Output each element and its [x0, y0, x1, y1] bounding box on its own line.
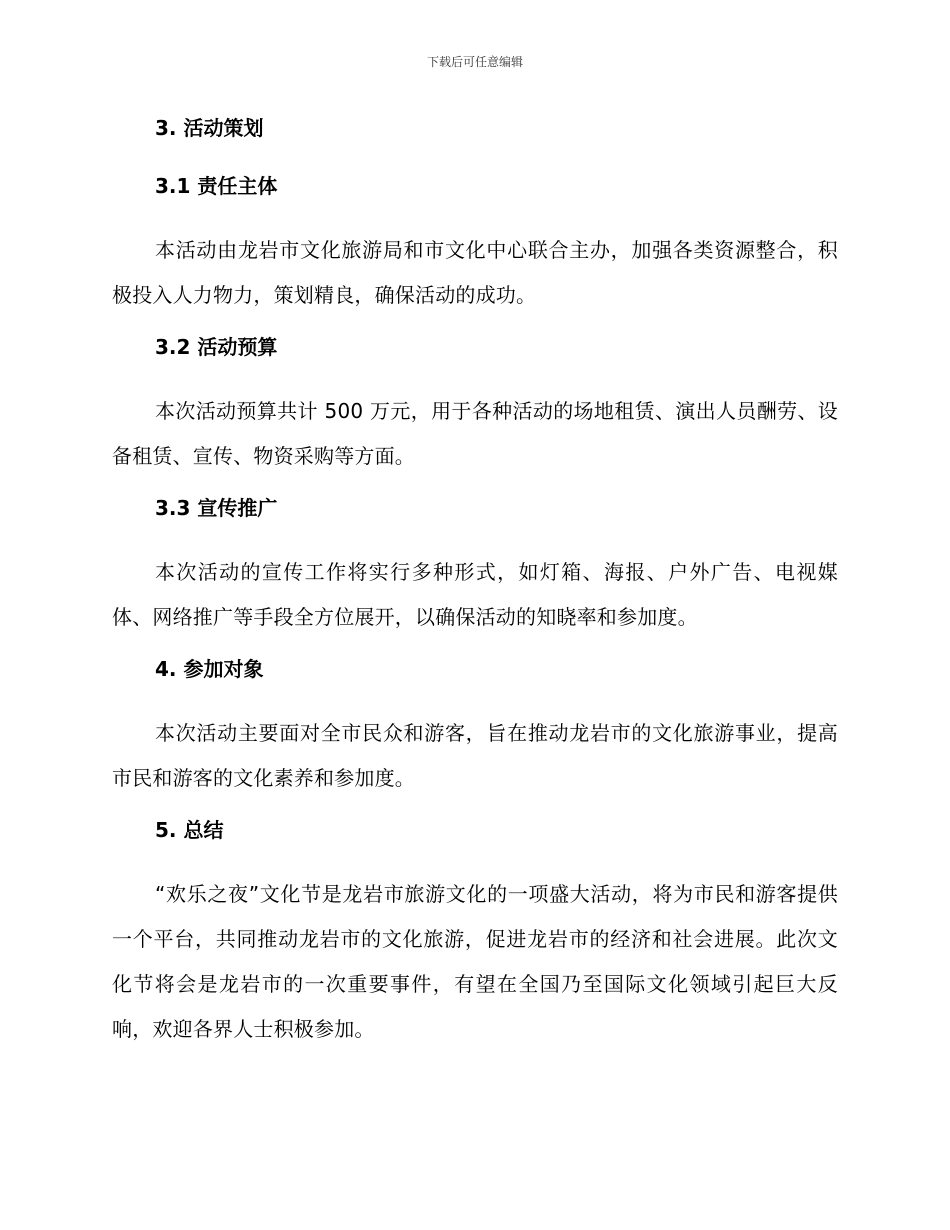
section-heading-activity-planning: 3. 活动策划: [155, 116, 264, 140]
section-heading-summary: 5. 总结: [155, 818, 224, 842]
section-heading-participants: 4. 参加对象: [155, 657, 264, 681]
paragraph-summary: “欢乐之夜”文化节是龙岩市旅游文化的一项盛大活动，将为市民和游客提供一个平台，共同推动龙岩市的文化旅游，促进龙岩市的经济和社会进展。此次文化节将会是龙岩市的一次重要事件，有望在全国乃至国际文化领域引起巨大反响，欢迎各界人士积极参加。: [112, 882, 838, 1041]
paragraph-budget: 本次活动预算共计 500 万元，用于各种活动的场地租赁、演出人员酬劳、设备租赁、宣传、物资采购等方面。: [112, 399, 838, 468]
section-heading-budget: 3.2 活动预算: [155, 335, 278, 359]
section-heading-responsible-body: 3.1 责任主体: [155, 174, 278, 198]
page-header: 下载后可任意编辑: [426, 55, 523, 69]
document-body: [112, 112, 838, 1065]
paragraph-promotion: 本次活动的宣传工作将实行多种形式，如灯箱、海报、户外广告、电视媒体、网络推广等手段全方位展开，以确保活动的知晓率和参加度。: [112, 560, 838, 629]
section-heading-promotion: 3.3 宣传推广: [155, 496, 278, 520]
paragraph-participants: 本次活动主要面对全市民众和游客，旨在推动龙岩市的文化旅游事业，提高市民和游客的文化素养和参加度。: [112, 721, 838, 790]
paragraph-responsible-body: 本活动由龙岩市文化旅游局和市文化中心联合主办，加强各类资源整合，积极投入人力物力，策划精良，确保活动的成功。: [112, 238, 838, 307]
